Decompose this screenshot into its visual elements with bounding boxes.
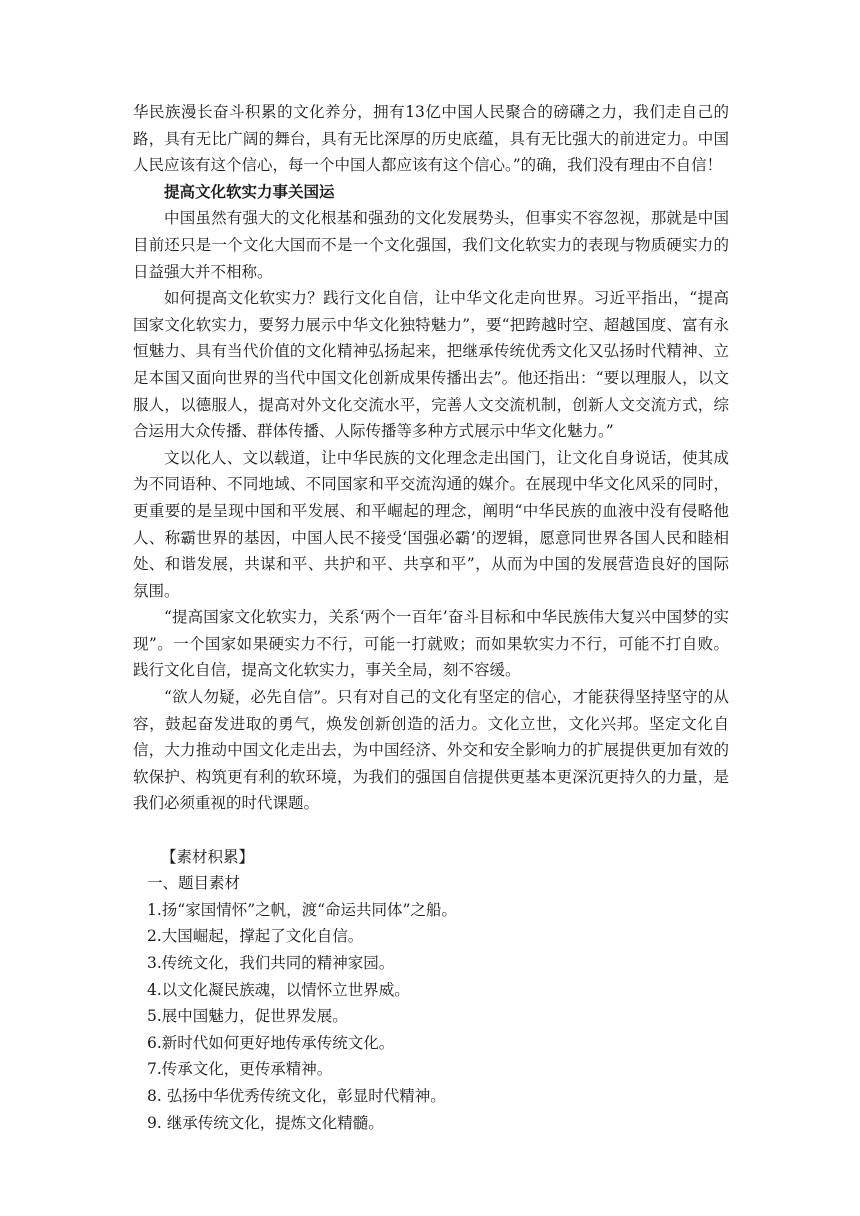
blank-line: [133, 817, 729, 844]
material-subsection-title: 一、题目素材: [147, 874, 241, 893]
paragraph-5: “欲人勿疑，必先自信”。只有对自己的文化有坚定的信心，才能获得坚持坚守的从容，鼓起奋发进取的勇气，焕发创新创造的活力。文化立世，文化兴邦。坚定文化自信，大力推动中国文化走出去，为中国经济、外交和安全影响力的扩展提供更加有效的软保护、构筑更有利的软环境，为我们的强国自信提供更基本更深沉更持久的力量，是我们必须重视的时代课题。: [133, 688, 729, 813]
list-item: 6.新时代如何更好地传承传统文化。: [147, 1033, 395, 1052]
list-item: 8. 弘扬中华优秀传统文化，彰显时代精神。: [147, 1086, 446, 1105]
list-item: 2.大国崛起，撑起了文化自信。: [147, 927, 364, 946]
paragraph-1: 中国虽然有强大的文化根基和强劲的文化发展势头，但事实不容忽视，那就是中国目前还只是一个文化大国而不是一个文化强国，我们文化软实力的表现与物质硬实力的日益强大并不相称。: [133, 209, 729, 281]
paragraph-4: “提高国家文化软实力，关系‘两个一百年’奋斗目标和中华民族伟大复兴中国梦的实现”。一个国家如果硬实力不行，可能一打就败；而如果软实力不行，可能不打自败。践行文化自信，提高文化软实力，事关全局，刻不容缓。: [133, 608, 729, 680]
list-item: 5.展中国魅力，促世界发展。: [147, 1007, 348, 1026]
list-item: 4.以文化凝民族魂，以情怀立世界威。: [147, 980, 410, 999]
paragraph-2: 如何提高文化软实力？践行文化自信，让中华文化走向世界。习近平指出，“提高国家文化软实力，要努力展示中华文化独特魅力”，要“把跨越时空、超越国度、富有永恒魅力、具有当代价值的文化精神弘扬起来，把继承传统优秀文化又弘扬时代精神、立足本国又面向世界的当代中国文化创新成果传播出去”。他还指出：“要以理服人，以文服人，以德服人，提高对外文化交流水平，完善人文交流机制，创新人文交流方式，综合运用大众传播、群体传播、人际传播等多种方式展示中华文化魅力。”: [133, 289, 729, 441]
material-section-title: 【素材积累】: [161, 847, 255, 866]
list-item: 7.传承文化，更传承精神。: [147, 1060, 333, 1079]
paragraph-3: 文以化人、文以载道，让中华民族的文化理念走出国门，让文化自身说话，使其成为不同语种、不同地域、不同国家和平交流沟通的媒介。在展现中华文化风采的同时，更重要的是呈现中国和平发展、和平崛起的理念，阐明“中华民族的血液中没有侵略他人、称霸世界的基因，中国人民不接受‘国强必霸’的逻辑，愿意同世界各国人民和睦相处、和谐发展，共谋和平、共护和平、共享和平”，从而为中国的发展营造良好的国际氛围。: [133, 448, 729, 600]
list-item: 9. 继承传统文化，提炼文化精髓。: [147, 1113, 384, 1132]
section-heading: 提高文化软实力事关国运: [164, 181, 335, 201]
document-body: [133, 99, 729, 1136]
paragraph-continuation: 华民族漫长奋斗积累的文化养分，拥有13亿中国人民聚合的磅礴之力，我们走自己的路，具有无比广阔的舞台，具有无比深厚的历史底蕴，具有无比强大的前进定力。中国人民应该有这个信心，每一个中国人都应该有这个信心。”的确，我们没有理由不自信！: [133, 103, 729, 175]
list-item: 3.传统文化，我们共同的精神家园。: [147, 954, 395, 972]
list-item: 1.扬“家国情怀”之帆，渡“命运共同体”之船。: [147, 900, 457, 919]
